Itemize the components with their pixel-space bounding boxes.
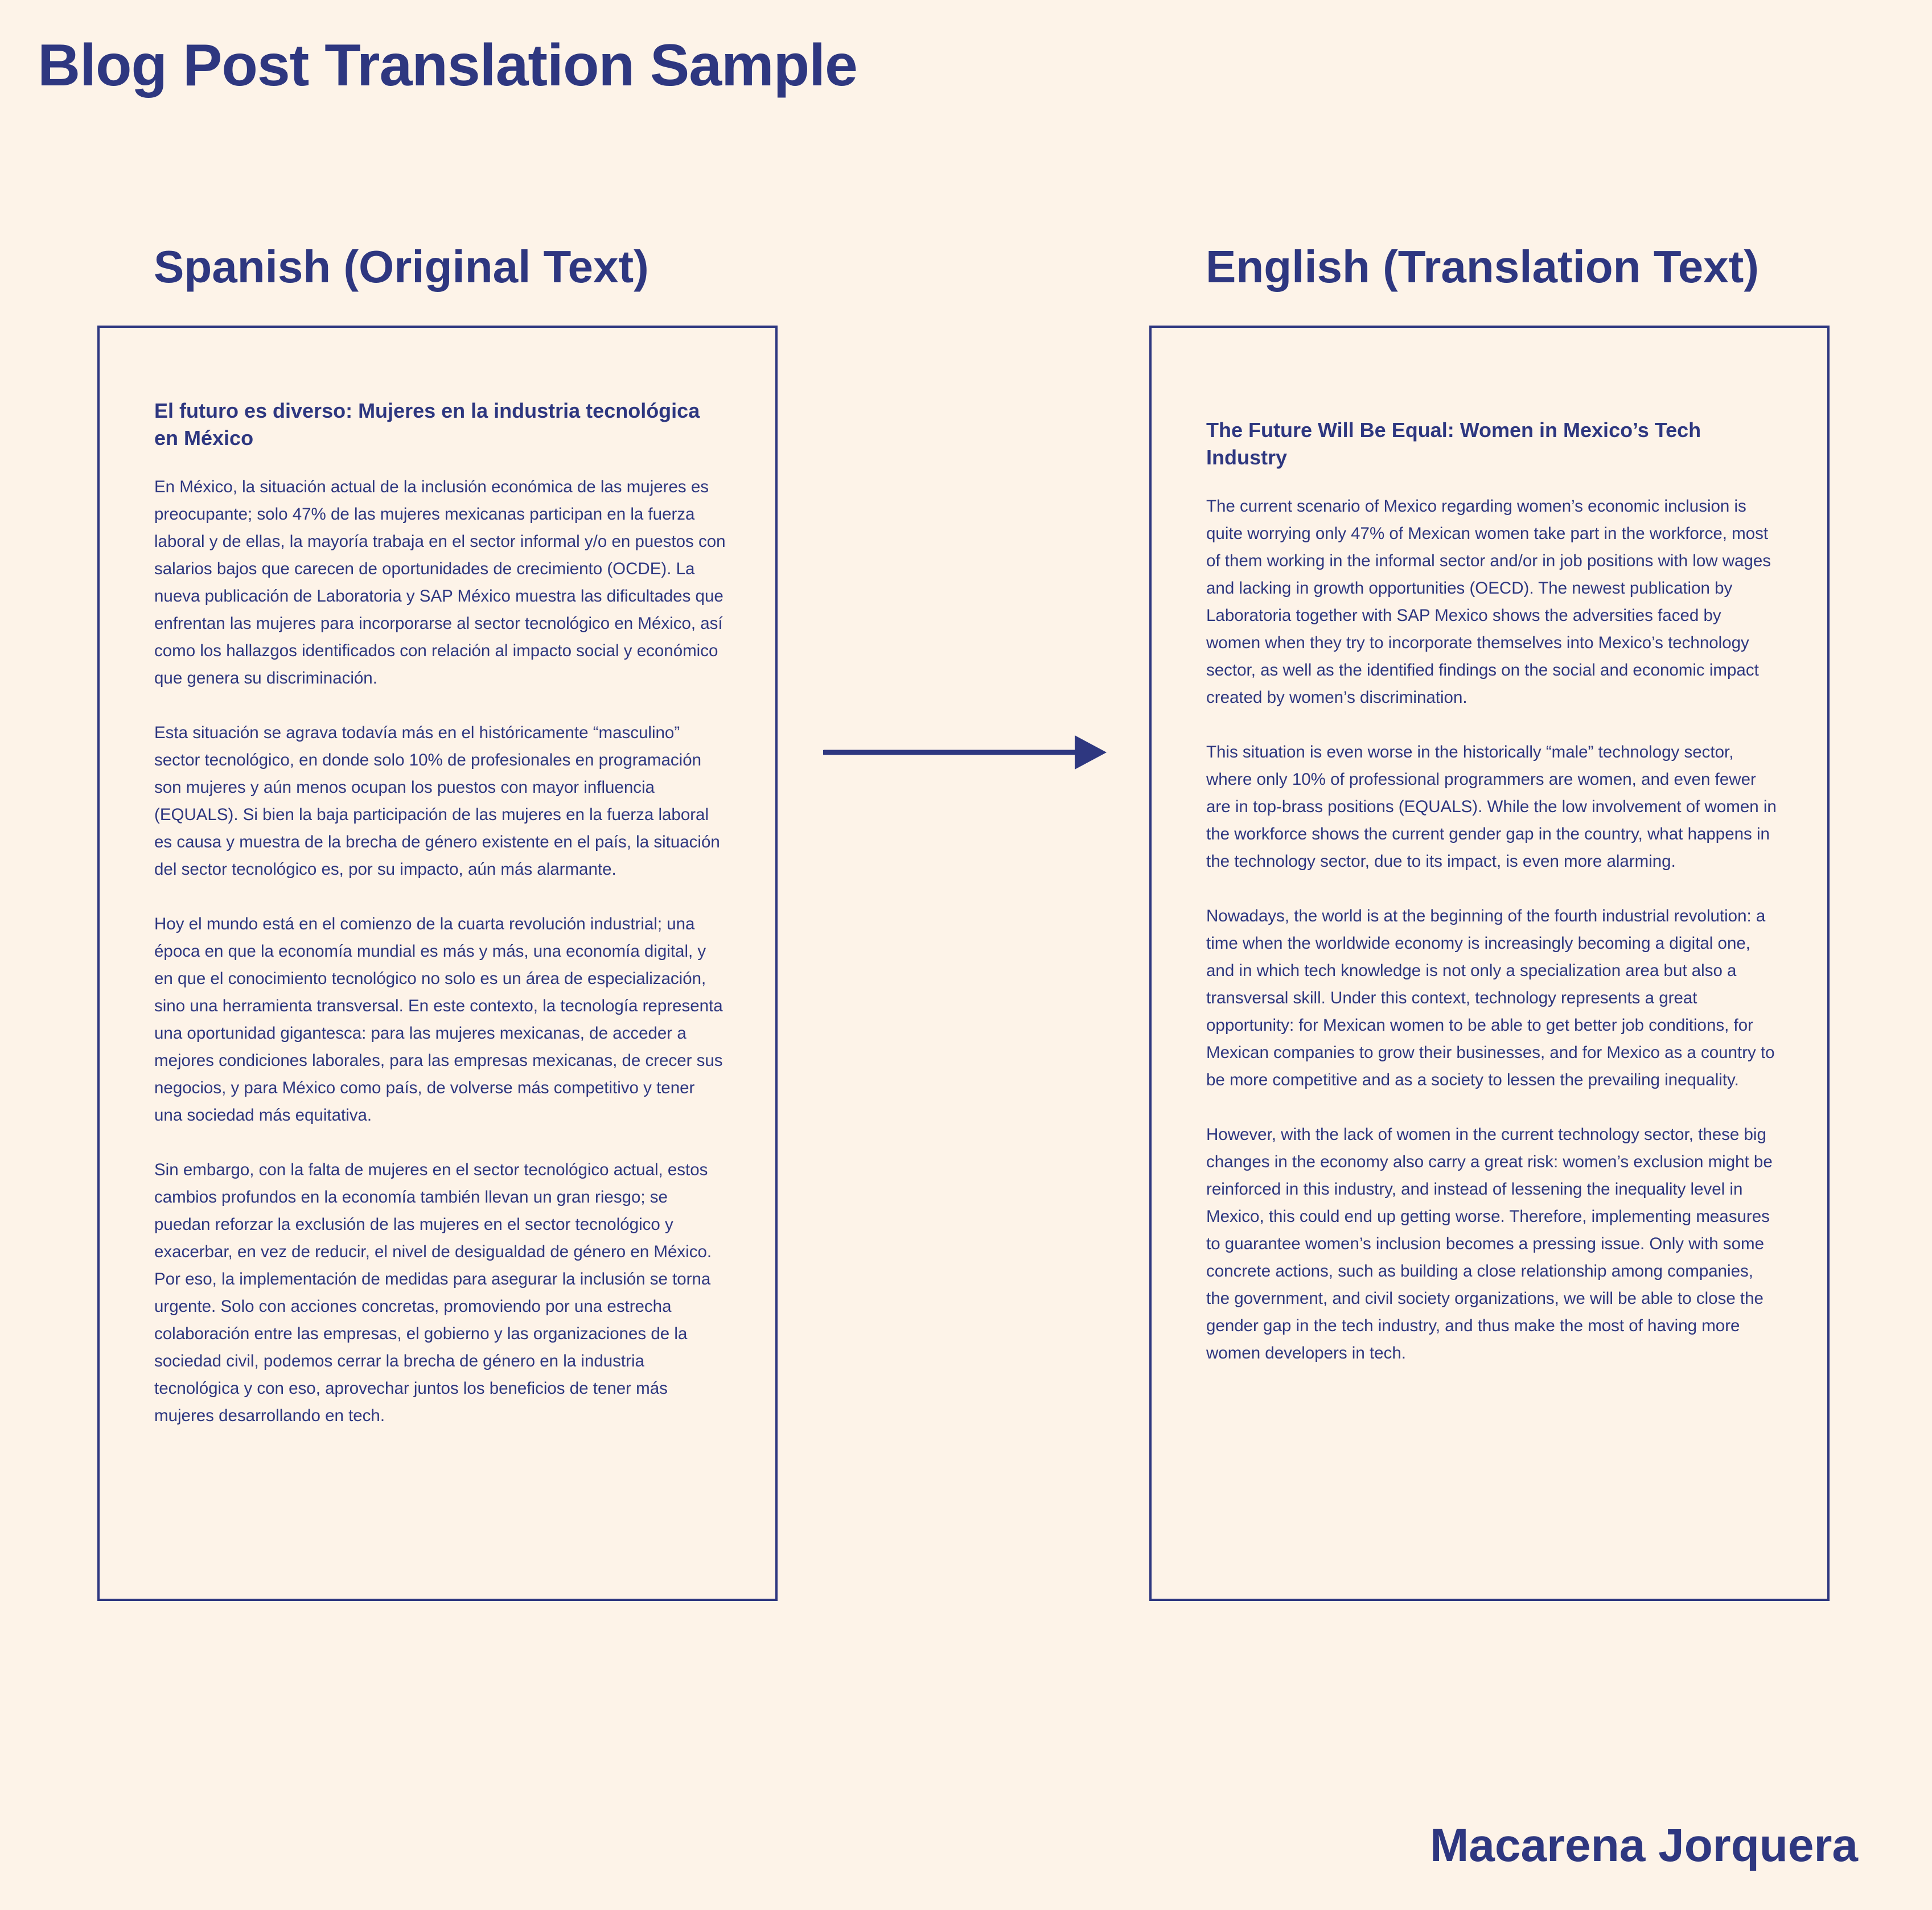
english-paragraph: This situation is even worse in the historically “male” technology sector, where only 10% of professional programmers are women, and even fewer are in top-brass positions (EQUALS). While the low involvement of women in the workforce shows the current gender gap in the country, what happens in the technology sector, due to its impact, is even more alarming.	[1206, 743, 1777, 871]
english-text-panel	[1149, 326, 1830, 1601]
english-article-title: The Future Will Be Equal: Women in Mexico’s Tech Industry	[1206, 418, 1701, 469]
english-paragraph: However, with the lack of women in the current technology sector, these big changes in the economy also carry a great risk: women’s exclusion might be reinforced in this industry, and instead of lessening the inequality level in Mexico, this could end up getting worse. Therefore, implementing measures to guarantee women’s inclusion becomes a pressing issue. Only with some concrete actions, such as building a close relationship among companies, the government, and civil society organizations, we will be able to close the gender gap in the tech industry, and thus make the most of having more women developers in tech.	[1206, 1125, 1773, 1362]
spanish-column-heading: Spanish (Original Text)	[154, 241, 649, 292]
spanish-paragraph: Hoy el mundo está en el comienzo de la cuarta revolución industrial; una época en que la economía mundial es más y más, una economía digital, y en que el conocimiento tecnológico no solo es un área de especialización, sino una herramienta transversal. En este contexto, la tecnología representa una oportunidad gigantesca: para las mujeres mexicanas, de acceder a mejores condiciones laborales, para las empresas mexicanas, de crecer sus negocios, y para México como país, de volverse más competitivo y tener una sociedad más equitativa.	[154, 915, 723, 1125]
arrow-right-icon	[823, 734, 1108, 771]
author-name: Macarena Jorquera	[1429, 1820, 1858, 1871]
spanish-article-title: El futuro es diverso: Mujeres en la industria tecnológica en México	[154, 399, 700, 450]
english-paragraph: Nowadays, the world is at the beginning of the fourth industrial revolution: a time when the worldwide economy is increasingly becoming a digital one, and in which tech knowledge is not only a specialization area but also a transversal skill. Under this context, technology represents a great opportunity: for Mexican women to be able to get better job conditions, for Mexican companies to grow their businesses, and for Mexico as a country to be more competitive and as a society to lessen the prevailing inequality.	[1206, 907, 1775, 1089]
spanish-paragraph: Esta situación se agrava todavía más en el históricamente “masculino” sector tecnológico, en donde solo 10% de profesionales en programación son mujeres y aún menos ocupan los puestos con mayor influencia (EQUALS). Si bien la baja participación de las mujeres en la fuerza laboral es causa y muestra de la brecha de género existente en el país, la situación del sector tecnológico es, por su impacto, aún más alarmante.	[154, 723, 720, 879]
page-title: Blog Post Translation Sample	[38, 32, 857, 98]
spanish-text-panel	[97, 326, 778, 1601]
english-column-heading: English (Translation Text)	[1206, 241, 1759, 292]
spanish-paragraph: En México, la situación actual de la inclusión económica de las mujeres es preocupante; solo 47% de las mujeres mexicanas participan en la fuerza laboral y de ellas, la mayoría trabaja en el sector informal y/o en puestos con salarios bajos que carecen de oportunidades de crecimiento (OCDE). La nueva publicación de Laboratoria y SAP México muestra las dificultades que enfrentan las mujeres para incorporarse al sector tecnológico en México, así como los hallazgos identificados con relación al impacto social y económico que genera su discriminación.	[154, 477, 726, 688]
english-paragraph: The current scenario of Mexico regarding women’s economic inclusion is quite worrying only 47% of Mexican women take part in the workforce, most of them working in the informal sector and/or in job positions with low wages and lacking in growth opportunities (OECD). The newest publication by Laboratoria together with SAP Mexico shows the adversities faced by women when they try to incorporate themselves into Mexico’s technology sector, as well as the identified findings on the social and economic impact created by women’s discrimination.	[1206, 497, 1771, 707]
spanish-paragraph: Sin embargo, con la falta de mujeres en el sector tecnológico actual, estos cambios profundos en la economía también llevan un gran riesgo; se puedan reforzar la exclusión de las mujeres en el sector tecnológico y exacerbar, en vez de reducir, el nivel de desigualdad de género en México. Por eso, la implementación de medidas para asegurar la inclusión se torna urgente. Solo con acciones concretas, promoviendo por una estrecha colaboración entre las empresas, el gobierno y las organizaciones de la sociedad civil, podemos cerrar la brecha de género en la industria tecnológica y con eso, aprovechar juntos los beneficios de tener más mujeres desarrollando en tech.	[154, 1160, 712, 1425]
